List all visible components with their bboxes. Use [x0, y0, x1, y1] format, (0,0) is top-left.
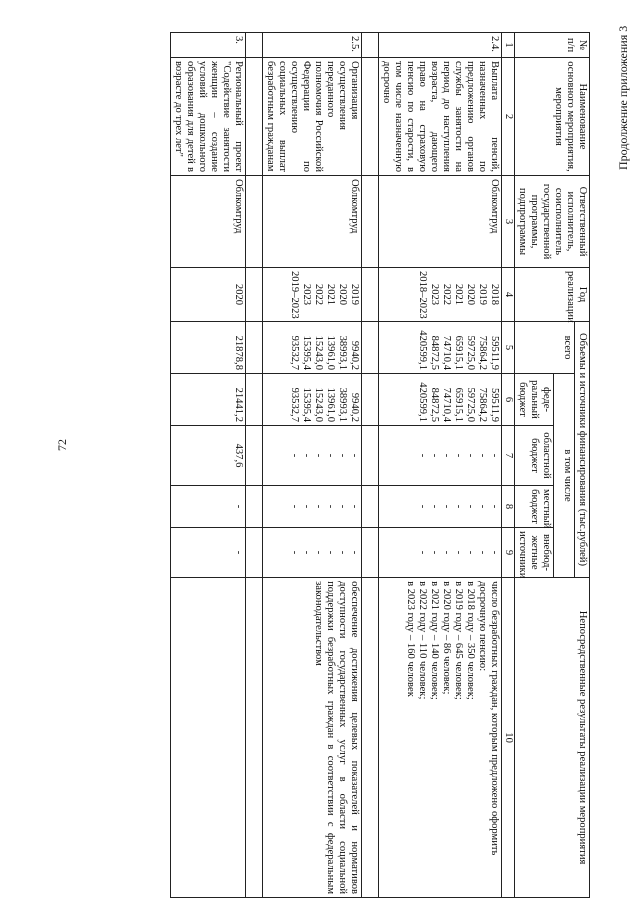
column-number: 2 — [502, 58, 515, 176]
column-number: 10 — [502, 578, 515, 898]
row-local-line: - — [417, 504, 428, 509]
row-measure-name: Организация осуществления переданного полномочия Российской Федерации по осуществлению социальных выплат безработным гражданам — [263, 58, 362, 176]
row-total-line: 13961,0 — [325, 335, 336, 370]
row-federal-line: 15243,0 — [313, 387, 324, 422]
row-local-line: - — [489, 504, 500, 509]
row-result — [379, 578, 502, 898]
row-years-line: 2021 — [325, 283, 336, 306]
row-regional-line: - — [453, 453, 464, 458]
row-years — [379, 268, 502, 322]
table-body — [171, 33, 502, 898]
row-number: 2.4. — [379, 33, 502, 58]
row-total-line: 59511,9 — [489, 335, 500, 370]
page-number: 72 — [55, 439, 69, 451]
row-offbudget-line: - — [337, 550, 348, 555]
spacer-cell — [246, 578, 263, 898]
row-years — [263, 268, 362, 322]
row-local-line: - — [349, 504, 360, 509]
row-total — [263, 322, 362, 374]
row-result-line: в 2022 году – 110 человек; — [417, 581, 428, 700]
appendix-caption: Продолжение приложения 3 — [616, 25, 630, 170]
header-year: Год реализации — [515, 268, 590, 322]
row-federal-line: 93532,7 — [289, 387, 300, 422]
row-total-line: 9940,2 — [349, 340, 360, 370]
row-federal-line: 74710,4 — [441, 387, 452, 422]
row-measure-name: Выплата пенсий, назначенных по предложению органов службы занятости на период до наступления возраста, дающего право на страховую пенсию по старости, в том числе назначенную досрочно — [379, 58, 502, 176]
column-number: 5 — [502, 322, 515, 374]
row-offbudget-line: - — [465, 550, 476, 555]
row-federal-line: 75864,2 — [477, 387, 488, 422]
row-regional — [263, 426, 362, 486]
row-local-line: - — [325, 504, 336, 509]
row-offbudget-line: - — [301, 550, 312, 555]
header-local: местный бюджет — [515, 486, 554, 528]
header-including: в том числе — [554, 374, 575, 578]
row-years — [171, 268, 246, 322]
header-name: Наименование основного мероприятия, мероприятия — [515, 58, 590, 176]
row-regional-line: - — [465, 453, 476, 458]
spacer-cell — [246, 322, 263, 374]
table-row — [171, 33, 246, 898]
row-regional-line: - — [441, 453, 452, 458]
spacer-cell — [246, 176, 263, 268]
row-regional-line: - — [489, 453, 500, 458]
spacer-cell — [362, 33, 379, 58]
row-total-line: 65915,1 — [453, 335, 464, 370]
header-federal: феде-ральный бюджет — [515, 374, 554, 426]
row-local — [379, 486, 502, 528]
spacer-cell — [362, 528, 379, 578]
row-measure-name: Региональный проект "Содействие занятости женщин – создание условий дошкольного образования для детей в возрасте до трех лет" — [171, 58, 246, 176]
row-offbudget-line: - — [349, 550, 360, 555]
spacer-cell — [246, 426, 263, 486]
row-years-line: 2019 — [349, 283, 360, 306]
row-federal-line: 65915,1 — [453, 387, 464, 422]
row-offbudget-line: - — [453, 550, 464, 555]
row-result-line: в 2021 году – 140 человек; — [429, 581, 440, 700]
row-total-line: 38993,1 — [337, 335, 348, 370]
row-total-line: 15395,4 — [301, 335, 312, 370]
rotated-table-wrapper — [58, 32, 590, 897]
row-local-line: - — [313, 504, 324, 509]
header-regional: областной бюджет — [515, 426, 554, 486]
column-number: 7 — [502, 426, 515, 486]
row-result — [263, 578, 362, 898]
row-regional — [379, 426, 502, 486]
row-regional-line: 437,6 — [233, 443, 244, 468]
row-result-line: в 2020 году – 86 человек; — [441, 581, 452, 695]
row-offbudget-line: - — [233, 550, 244, 555]
column-number: 9 — [502, 528, 515, 578]
spacer-cell — [246, 374, 263, 426]
row-offbudget-line: - — [489, 550, 500, 555]
spacer-cell — [362, 176, 379, 268]
row-local-line: - — [477, 504, 488, 509]
row-total-line: 15243,0 — [313, 335, 324, 370]
row-local-line: - — [441, 504, 452, 509]
row-regional-line: - — [349, 453, 360, 458]
header-total: всего — [515, 322, 575, 374]
spacer-cell — [246, 486, 263, 528]
row-regional-line: - — [417, 453, 428, 458]
row-spacer — [246, 33, 263, 898]
row-local-line: - — [465, 504, 476, 509]
row-federal-line: 59511,9 — [489, 387, 500, 422]
spacer-cell — [362, 578, 379, 898]
spacer-cell — [246, 528, 263, 578]
row-total-line: 74710,4 — [441, 335, 452, 370]
row-regional-line: - — [477, 453, 488, 458]
spacer-cell — [246, 58, 263, 176]
row-federal-line: 420599,1 — [417, 382, 428, 422]
row-regional-line: - — [313, 453, 324, 458]
spacer-cell — [246, 268, 263, 322]
spacer-cell — [362, 58, 379, 176]
row-result-line: обеспечение достижения целевых показателей и нормативов доступности государственных услуг в области социальной поддержки безработных граждан в соответствии с федеральным законодательством — [313, 581, 360, 895]
row-regional — [171, 426, 246, 486]
row-total-line: 75864,2 — [477, 335, 488, 370]
row-total-line: 420599,1 — [417, 330, 428, 370]
row-regional-line: - — [325, 453, 336, 458]
header-number: № п/п — [515, 33, 590, 58]
row-federal-line: 38993,1 — [337, 387, 348, 422]
row-total-line: 84872,5 — [429, 335, 440, 370]
row-offbudget — [263, 528, 362, 578]
row-total-line: 21878,8 — [233, 335, 244, 370]
row-federal-line: 15395,4 — [301, 387, 312, 422]
row-number: 2.5. — [263, 33, 362, 58]
row-years-line: 2022 — [313, 283, 324, 306]
row-executor: Облкомтруд — [379, 176, 502, 268]
row-local-line: - — [429, 504, 440, 509]
row-regional-line: - — [429, 453, 440, 458]
row-total — [171, 322, 246, 374]
column-number: 6 — [502, 374, 515, 426]
row-federal-line: 13961,0 — [325, 387, 336, 422]
row-years-line: 2020 — [465, 283, 476, 306]
spacer-cell — [246, 33, 263, 58]
row-result — [171, 578, 246, 898]
row-offbudget-line: - — [441, 550, 452, 555]
table-row — [379, 33, 502, 898]
row-result-line: число безработных граждан, которым предложено оформить досрочную пенсию: — [477, 581, 500, 856]
row-local-line: - — [337, 504, 348, 509]
row-total-line: 93532,7 — [289, 335, 300, 370]
row-total-line: 59725,0 — [465, 335, 476, 370]
row-years-line: 2020 — [337, 283, 348, 306]
row-local-line: - — [289, 504, 300, 509]
row-executor: Облкомтруд — [263, 176, 362, 268]
row-years-line: 2018–2023 — [417, 271, 428, 319]
column-number: 1 — [502, 33, 515, 58]
row-result-line: в 2023 году – 160 человек — [405, 581, 416, 697]
financing-table — [170, 32, 590, 898]
row-federal-line: 59725,0 — [465, 387, 476, 422]
row-result-line: в 2019 году – 645 человек; — [453, 581, 464, 700]
row-years-line: 2018 — [489, 283, 500, 306]
row-years-line: 2022 — [441, 283, 452, 306]
row-regional-line: - — [301, 453, 312, 458]
row-federal — [263, 374, 362, 426]
row-years-line: 2023 — [301, 283, 312, 306]
row-offbudget — [171, 528, 246, 578]
column-number: 3 — [502, 176, 515, 268]
row-federal — [379, 374, 502, 426]
row-years-line: 2020 — [233, 283, 244, 306]
row-federal-line: 84872,5 — [429, 387, 440, 422]
spacer-cell — [362, 374, 379, 426]
row-offbudget-line: - — [477, 550, 488, 555]
column-number: 4 — [502, 268, 515, 322]
row-local-line: - — [453, 504, 464, 509]
row-federal-line: 9940,2 — [349, 392, 360, 422]
row-offbudget-line: - — [417, 550, 428, 555]
spacer-cell — [362, 322, 379, 374]
row-years-line: 2019 — [477, 283, 488, 306]
spacer-cell — [362, 268, 379, 322]
header-executor: Ответственный исполнитель, соисполнитель государственной программы, подпрограммы — [515, 176, 590, 268]
row-offbudget — [379, 528, 502, 578]
row-result-line: в 2018 году – 350 человек; — [465, 581, 476, 700]
row-local-line: - — [301, 504, 312, 509]
column-number: 8 — [502, 486, 515, 528]
header-offbudget: внебюд-жетные источники — [515, 528, 554, 578]
row-local-line: - — [233, 504, 244, 509]
row-years-line: 2021 — [453, 283, 464, 306]
row-local — [263, 486, 362, 528]
row-regional-line: - — [289, 453, 300, 458]
row-federal-line: 21441,2 — [233, 387, 244, 422]
row-executor: Облкомтруд — [171, 176, 246, 268]
row-spacer — [362, 33, 379, 898]
row-regional-line: - — [337, 453, 348, 458]
row-offbudget-line: - — [429, 550, 440, 555]
spacer-cell — [362, 426, 379, 486]
row-years-line: 2023 — [429, 283, 440, 306]
row-number: 3. — [171, 33, 246, 58]
row-offbudget-line: - — [313, 550, 324, 555]
row-local — [171, 486, 246, 528]
row-offbudget-line: - — [289, 550, 300, 555]
spacer-cell — [362, 486, 379, 528]
header-result: Непосредственные результаты реализации мероприятия — [515, 578, 590, 898]
row-offbudget-line: - — [325, 550, 336, 555]
header-financing: Объемы и источники финансирования (тыс.рублей) — [575, 322, 590, 578]
row-years-line: 2019–2023 — [289, 271, 300, 319]
table-row — [263, 33, 362, 898]
row-federal — [171, 374, 246, 426]
row-total — [379, 322, 502, 374]
